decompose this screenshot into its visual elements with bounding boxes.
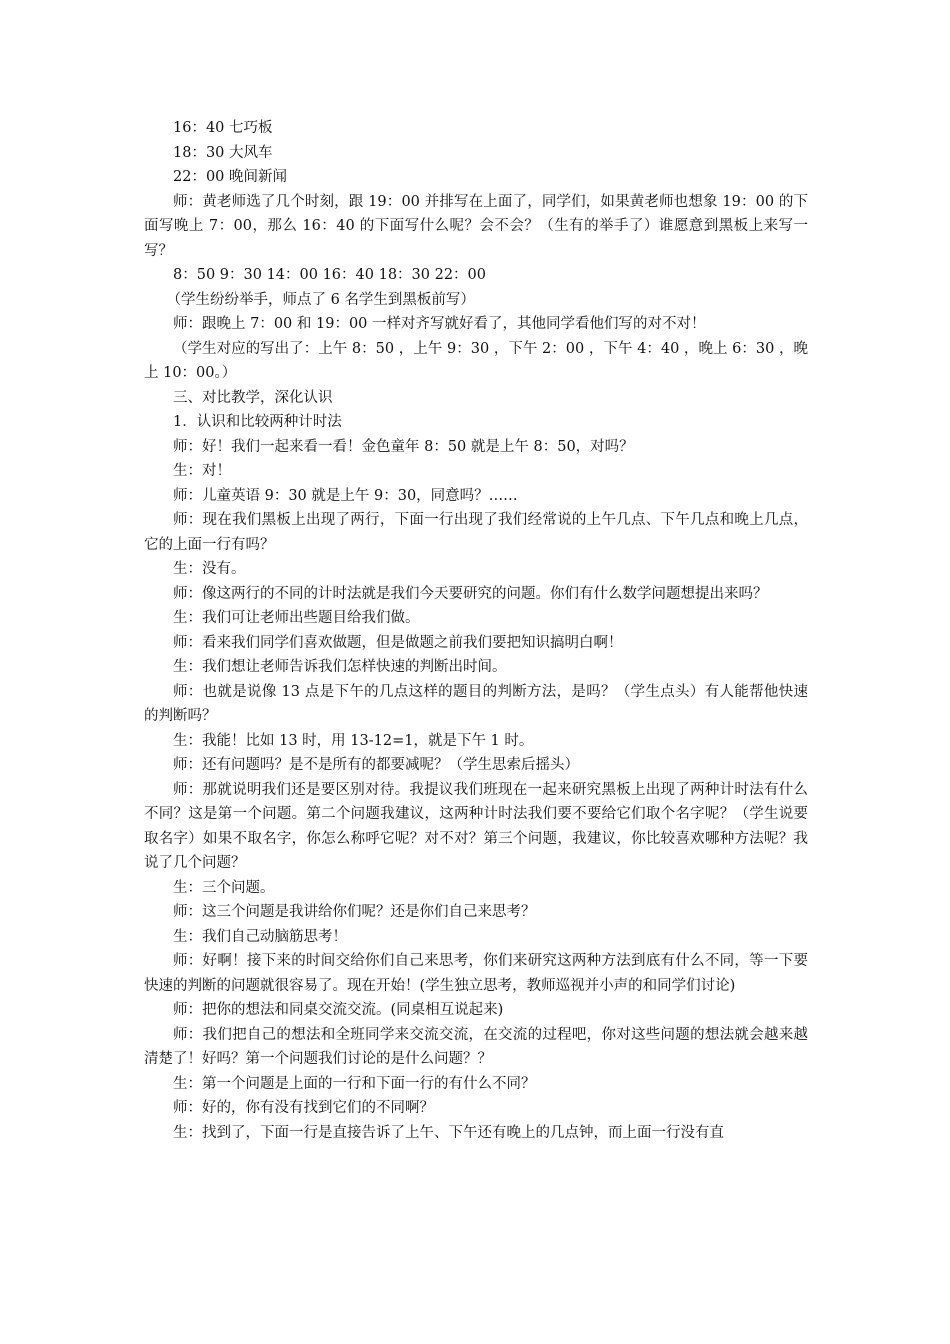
dialogue-paragraph: 师：这三个问题是我讲给你们呢？还是你们自己来思考？ [173, 904, 536, 920]
dialogue-paragraph: 师：我们把自己的想法和全班同学来交流交流，在交流的过程吧，你对这些问题的想法就会越来越清楚了！好吗？第一个问题我们讨论的是什么问题？？ [144, 1026, 808, 1067]
dialogue-paragraph: 师：也就是说像 13 点是下午的几点这样的题目的判断方法，是吗？（学生点头）有人能帮他快速的判断吗？ [144, 683, 808, 724]
dialogue-paragraph: 生：我能！比如 13 时，用 13-12=1，就是下午 1 时。 [173, 732, 534, 749]
dialogue-paragraph: 师：把你的想法和同桌交流交流。(同桌相互说起来) [173, 1002, 504, 1018]
dialogue-paragraph: 生：找到了，下面一行是直接告诉了上午、下午还有晚上的几点钟，而上面一行没有直 [173, 1124, 724, 1141]
dialogue-paragraph: 师：好啊！接下来的时间交给你们自己来思考，你们来研究这两种方法到底有什么不同，等一下要快速的判断的问题就很容易了。现在开始！(学生独立思考，教师巡视并小声的和同学们讨论) [144, 953, 808, 994]
dialogue-paragraph: 师：黄老师选了几个时刻，跟 19：00 并排写在上面了，同学们，如果黄老师也想象 19：00 的下面写晚上 7：00，那么 16：40 的下面写什么呢？会不会？（生有的举手了）谁愿意到黑板上来写一写？ [144, 193, 808, 259]
dialogue-paragraph: 师：像这两行的不同的计时法就是我们今天要研究的问题。你们有什么数学问题想提出来吗？ [173, 585, 768, 602]
stage-direction: （学生对应的写出了：上午 8：50 ，上午 9：30 ，下午 2：00 ，下午 4：40 ，晚上 6：30 ，晚上 10：00。） [144, 340, 808, 381]
dialogue-paragraph: 生：对！ [173, 463, 231, 479]
stage-direction: （学生纷纷举手，师点了 6 名学生到黑板前写） [166, 291, 475, 308]
dialogue-paragraph: 师：好！我们一起来看一看！金色童年 8：50 就是上午 8：50，对吗？ [173, 438, 634, 455]
time-list-line: 8：50 9：30 14：00 16：40 18：30 22：00 [173, 267, 487, 283]
dialogue-paragraph: 师：看来我们同学们喜欢做题，但是做题之前我们要把知识搞明白啊！ [173, 634, 623, 651]
dialogue-paragraph: 生：没有。 [173, 561, 246, 577]
section-heading: 三、对比教学，深化认识 [173, 389, 333, 406]
schedule-line: 18：30 大风车 [173, 144, 273, 161]
dialogue-paragraph: 师：儿童英语 9：30 就是上午 9：30，同意吗？…… [173, 487, 518, 504]
dialogue-paragraph: 师：现在我们黑板上出现了两行，下面一行出现了我们经常说的上午几点、下午几点和晚上几点，它的上面一行有吗？ [144, 512, 808, 553]
dialogue-paragraph: 生：三个问题。 [173, 879, 275, 896]
dialogue-paragraph: 师：跟晚上 7：00 和 19：00 一样对齐写就好看了，其他同学看他们写的对不对！ [173, 316, 706, 332]
dialogue-paragraph: 生：我们可让老师出些题目给我们做。 [173, 610, 420, 626]
schedule-line: 16：40 七巧板 [173, 120, 273, 136]
dialogue-paragraph: 生：我们自己动脑筋思考！ [173, 928, 347, 945]
dialogue-paragraph: 师：还有问题吗？是不是所有的都要减呢？（学生思索后摇头） [173, 757, 579, 773]
dialogue-paragraph: 生：我们想让老师告诉我们怎样快速的判断出时间。 [173, 659, 507, 675]
dialogue-paragraph: 生：第一个问题是上面的一行和下面一行的有什么不同？ [173, 1075, 536, 1092]
schedule-line: 22：00 晚间新闻 [173, 169, 288, 185]
subsection-heading: 1．认识和比较两种计时法 [173, 414, 342, 430]
dialogue-paragraph: 师：好的，你有没有找到它们的不同啊？ [173, 1100, 434, 1116]
document-page [144, 116, 808, 1145]
dialogue-paragraph: 师：那就说明我们还是要区别对待。我提议我们班现在一起来研究黑板上出现了两种计时法有什么不同？这是第一个问题。第二个问题我建议，这两种计时法我们要不要给它们取个名字呢？（学生说要取名字）如果不取名字，你怎么称呼它呢？对不对？第三个问题，我建议，你比较喜欢哪种方法呢？我说了几个问题？ [144, 781, 808, 871]
